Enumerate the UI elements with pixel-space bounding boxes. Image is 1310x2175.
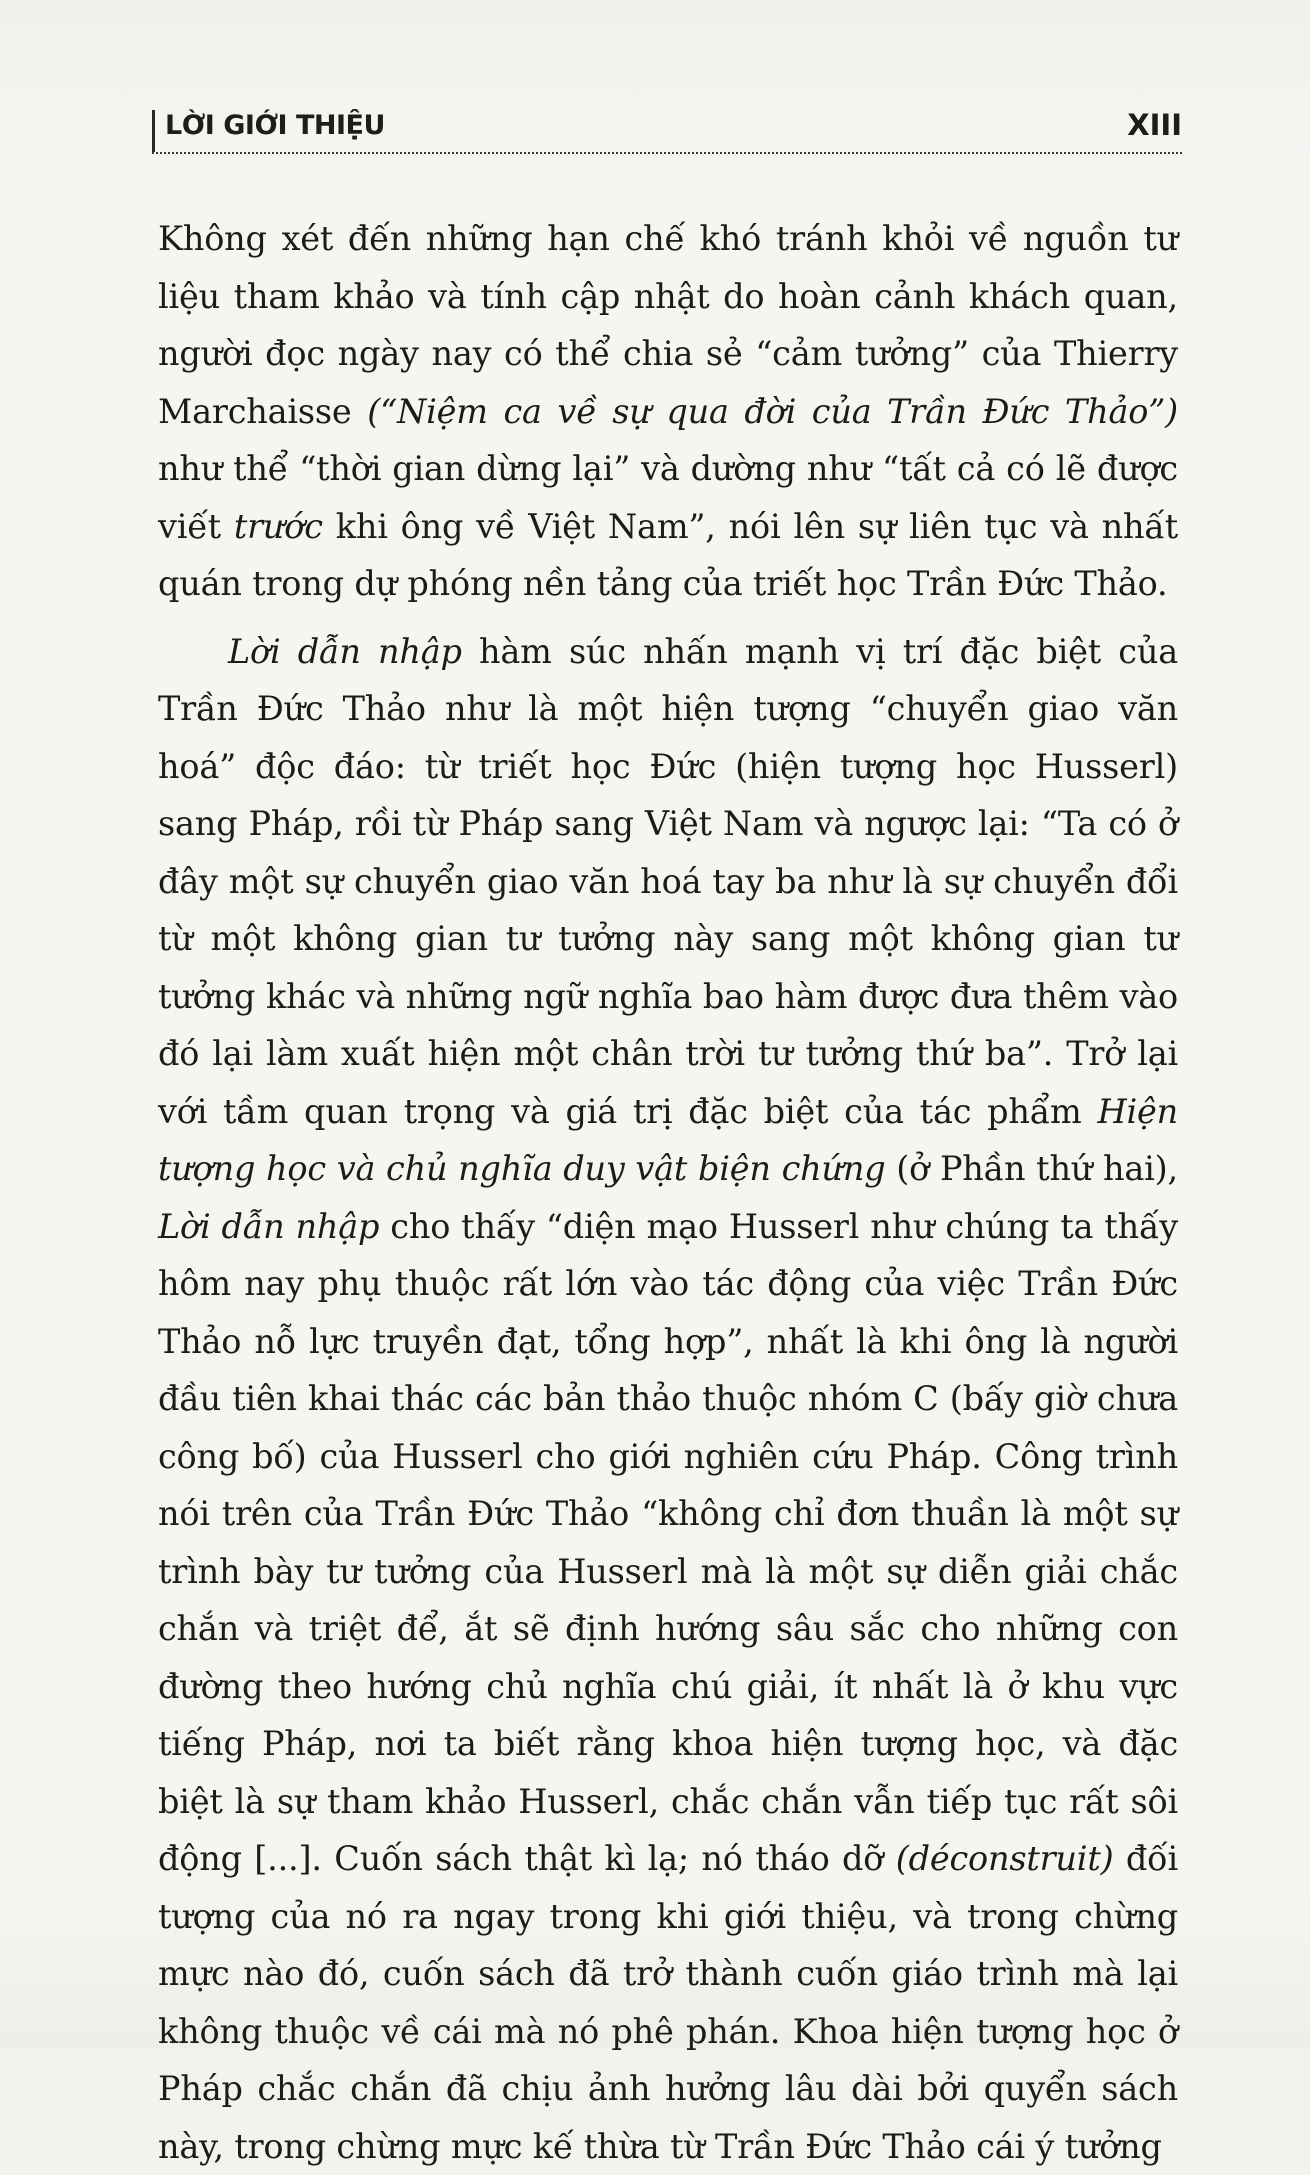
italic-book-title: Lời dẫn nhập	[228, 632, 462, 671]
italic-emphasis: trước	[234, 507, 323, 546]
text-segment: đối tượng của nó ra ngay trong khi giới thiệu, và trong chừng mực nào đó, cuốn sách đã trở thành cuốn giáo trình mà lại không thuộc về cái mà nó phê phán. Khoa hiện tượng học ở Pháp chắc chắn đã chịu ảnh hưởng lâu dài bởi quyển sách này, trong chừng mực kế thừa từ Trần Đức Thảo cái ý tưởng	[158, 1839, 1178, 2166]
header-divider	[152, 152, 1182, 154]
body-text	[158, 210, 1178, 2175]
italic-quote-title: (“Niệm ca về sự qua đời của Trần Đức Thảo”)	[367, 392, 1178, 431]
header-marker	[152, 110, 155, 152]
text-segment: cho thấy “diện mạo Husserl như chúng ta thấy hôm nay phụ thuộc rất lớn vào tác động của việc Trần Đức Thảo nỗ lực truyền đạt, tổng hợp”, nhất là khi ông là người đầu tiên khai thác các bản thảo thuộc nhóm C (bấy giờ chưa công bố) của Husserl cho giới nghiên cứu Pháp. Công trình nói trên của Trần Đức Thảo “không chỉ đơn thuần là một sự trình bày tư tưởng của Husserl mà là một sự diễn giải chắc chắn và triệt để, ắt sẽ định hướng sâu sắc cho những con đường theo hướng chủ nghĩa chú giải, ít nhất là ở khu vực tiếng Pháp, nơi ta biết rằng khoa hiện tượng học, và đặc biệt là sự tham khảo Husserl, chắc chắn vẫn tiếp tục rất sôi động [...]. Cuốn sách thật kì lạ; nó tháo dỡ	[158, 1207, 1178, 1879]
text-segment: như thể “thời gian dừng lại” và dường như “tất cả có lẽ được viết	[158, 449, 1178, 546]
text-segment: khi ông về Việt Nam”, nói lên sự liên tục và nhất quán trong dự phóng nền tảng của triết học Trần Đức Thảo.	[158, 507, 1178, 604]
italic-book-title: Hiện tượng học và chủ nghĩa duy vật biện chứng	[158, 1092, 1178, 1189]
text-segment: hàm súc nhấn mạnh vị trí đặc biệt của Trần Đức Thảo như là một hiện tượng “chuyển giao văn hoá” độc đáo: từ triết học Đức (hiện tượng học Husserl) sang Pháp, rồi từ Pháp sang Việt Nam và ngược lại: “Ta có ở đây một sự chuyển giao văn hoá tay ba như là sự chuyển đổi từ một không gian tư tưởng này sang một không gian tư tưởng khác và những ngữ nghĩa bao hàm được đưa thêm vào đó lại làm xuất hiện một chân trời tư tưởng thứ ba”. Trở lại với tầm quan trọng và giá trị đặc biệt của tác phẩm	[158, 632, 1178, 1131]
text-segment: Không xét đến những hạn chế khó tránh khỏi về nguồn tư liệu tham khảo và tính cập nhật do hoàn cảnh khách quan, người đọc ngày nay có thể chia sẻ “cảm tưởng” của Thierry Marchaisse	[158, 219, 1178, 431]
running-title: LỜI GIỚI THIỆU	[165, 110, 385, 141]
paragraph-1	[158, 210, 1178, 613]
paragraph-2	[158, 623, 1178, 2175]
page-number: XIII	[1127, 108, 1182, 142]
italic-term: (déconstruit)	[896, 1839, 1114, 1878]
italic-book-title: Lời dẫn nhập	[158, 1207, 379, 1246]
text-segment: (ở Phần thứ hai),	[886, 1149, 1179, 1188]
